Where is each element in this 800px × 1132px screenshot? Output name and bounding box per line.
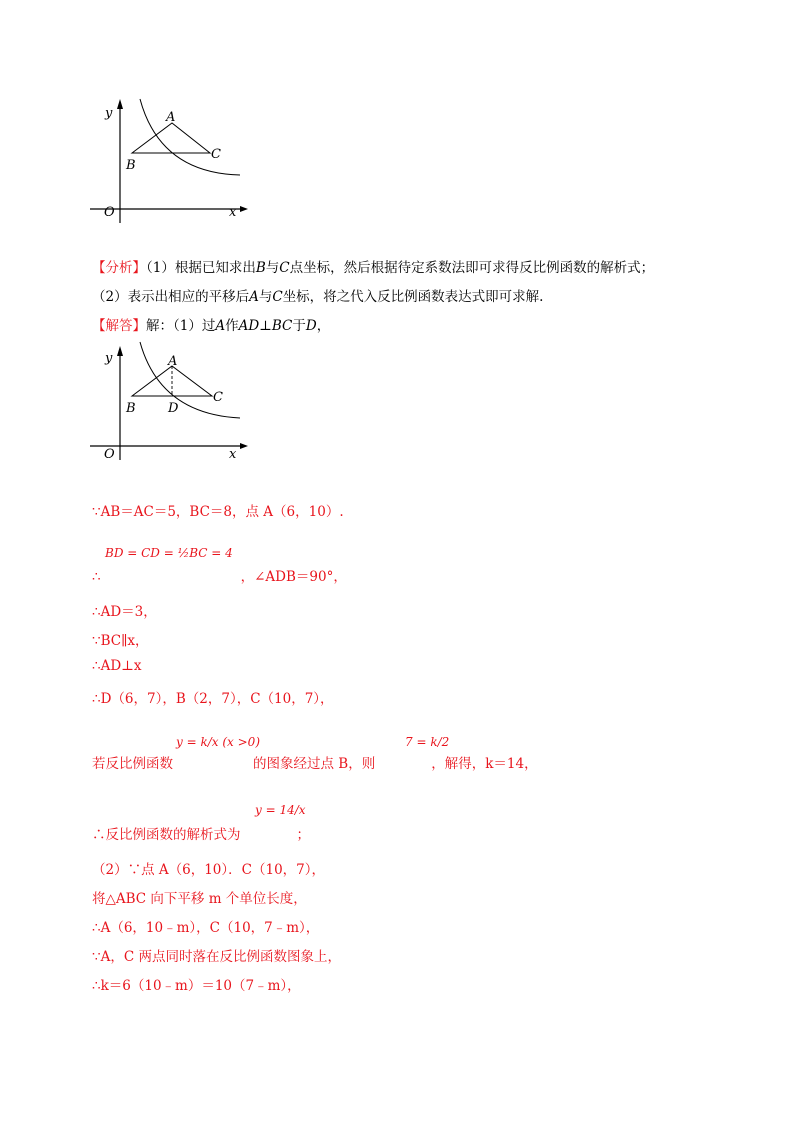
- solution-line-8: 若反比例函数 的图象经过点 B，则 ，解得，k＝14，: [92, 756, 538, 772]
- solution-line-2: ∵AB＝AC＝5，BC＝8，点 A（6，10）.: [92, 504, 344, 520]
- graph-2-label-x: x: [229, 447, 237, 462]
- graph-1-label-o: O: [104, 205, 115, 220]
- graph-2-label-y: y: [105, 351, 113, 366]
- graph-2-label-d: D: [168, 401, 179, 416]
- formula-bd-cd: BD = CD = ½BC = 4: [105, 546, 233, 560]
- graph-2-label-b: B: [126, 401, 136, 416]
- graph-1-label-c: C: [211, 147, 221, 162]
- figure-graph-1: [90, 95, 250, 225]
- graph-2-label-c: C: [213, 390, 223, 405]
- solution-line-4: ∴AD＝3，: [92, 604, 157, 620]
- graph-1-label-a: A: [166, 110, 176, 125]
- solution-line-12: ∴A（6，10﹣m），C（10，7﹣m），: [92, 920, 320, 936]
- solution-line-13: ∵A，C 两点同时落在反比例函数图象上，: [92, 949, 341, 965]
- solution-line-11: 将△ABC 向下平移 m 个单位长度，: [92, 891, 307, 907]
- solution-line-1: 【解答】解：（1）过A作AD⊥BC于D，: [92, 318, 331, 334]
- solution-line-5: ∵BC∥x，: [92, 633, 149, 649]
- solution-line-3: ∴ ，∠ADB＝90°，: [92, 569, 347, 585]
- solution-line-9: ∴反比例函数的解析式为 ；: [92, 827, 310, 843]
- solution-line-10: （2）∵点 A（6，10）．C（10，7），: [92, 862, 325, 878]
- graph-2-label-a: A: [168, 354, 178, 369]
- solution-tag: 【解答】: [92, 318, 146, 334]
- graph-1-label-x: x: [229, 205, 237, 220]
- graph-1-label-b: B: [126, 158, 136, 173]
- graph-2-svg: [90, 340, 250, 470]
- formula-inverse-function: y = k/x (x >0): [176, 735, 260, 749]
- formula-result: y = 14/x: [255, 803, 306, 817]
- analysis-line-2: （2）表示出相应的平移后A与C坐标，将之代入反比例函数表达式即可求解.: [92, 289, 544, 305]
- solution-line-7: ∴D（6，7），B（2，7），C（10，7），: [92, 691, 334, 707]
- analysis-line-1: 【分析】（1）根据已知求出B与C点坐标，然后根据待定系数法即可求得反比例函数的解析式；: [92, 260, 655, 276]
- analysis-tag: 【分析】: [92, 260, 146, 276]
- graph-2-label-o: O: [104, 447, 115, 462]
- graph-1-label-y: y: [105, 106, 113, 121]
- graph-1-svg: [90, 95, 250, 225]
- solution-line-6: ∴AD⊥x: [92, 658, 142, 674]
- formula-seven-eq: 7 = k/2: [405, 735, 450, 749]
- figure-graph-2: [90, 340, 250, 470]
- solution-line-14: ∴k＝6（10﹣m）＝10（7﹣m），: [92, 978, 301, 994]
